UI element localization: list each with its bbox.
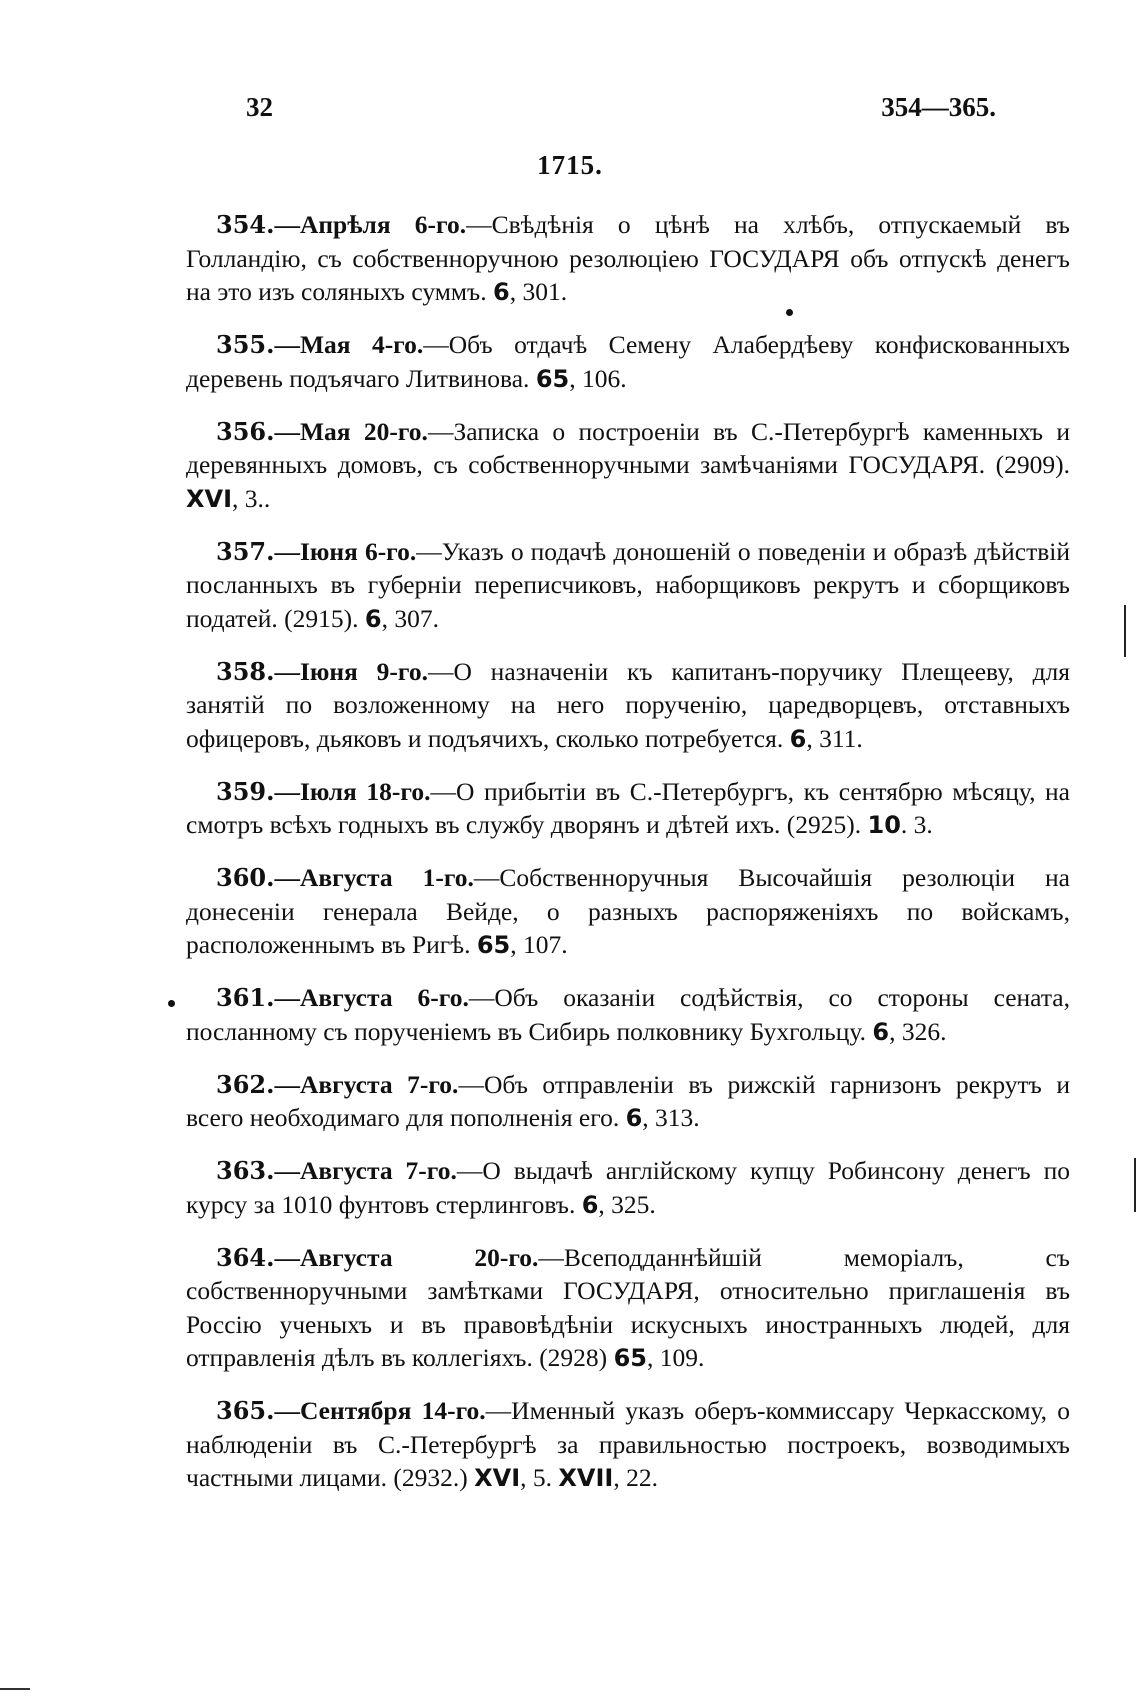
catalog-entry — [186, 1394, 1070, 1496]
entry-references — [607, 1343, 704, 1372]
page-number: 32 — [246, 92, 273, 122]
scan-edge-line — [0, 1688, 30, 1690]
entry-references — [861, 810, 933, 839]
entries-list — [186, 208, 1070, 1514]
catalog-entry — [186, 1241, 1070, 1376]
entry-number: 355. — [216, 330, 275, 359]
scan-dot — [786, 309, 793, 316]
entry-references — [470, 930, 567, 959]
volume-number: 10 — [867, 811, 901, 839]
entry-text: —Объ отправленіи въ рижскій гарнизонъ рекрутъ и всего необходимаго для пополненія его. — [186, 1069, 1070, 1132]
entry-number: 363. — [216, 1156, 275, 1185]
entry-text: —Именный указъ оберъ-коммиссару Черкасскому, о наблюденіи въ С.-Петербургѣ за правильностью построекъ, возводимыхъ частными лицами. (2932.) — [186, 1396, 1070, 1492]
catalog-entry — [186, 981, 1070, 1049]
page-reference: , 106. — [569, 363, 627, 393]
catalog-entry — [186, 655, 1070, 757]
entry-number: 358. — [216, 656, 275, 686]
page-reference: , 313. — [642, 1103, 700, 1132]
entry-number: 365. — [216, 1396, 275, 1425]
entry-references — [619, 1103, 699, 1132]
entry-text: —Записка о построеніи въ С.-Петербургѣ каменныхъ и деревянныхъ домовъ, съ собственноручными замѣчаніями ГОСУДАРЯ. (2909). — [186, 416, 1070, 479]
scan-margin-line — [1134, 1158, 1136, 1212]
catalog-entry — [186, 1068, 1070, 1136]
catalog-entry — [186, 535, 1070, 637]
volume-number: 6 — [492, 278, 510, 306]
catalog-entry — [186, 775, 1070, 843]
entry-references — [468, 1463, 658, 1492]
entry-number: 359. — [216, 776, 275, 806]
entry-text: —О назначеніи къ капитанъ-поручику Плещееву, для занятій по возложенному на него порученію, царедворцевъ, отставныхъ офицеровъ, дьяковъ и подъячихъ, сколько потребуется. — [186, 656, 1071, 753]
entry-text: —Собственноручныя Высочайшія резолюціи на донесеніи генерала Вейде, о разныхъ распоряженіяхъ по войскамъ, расположеннымъ въ Ригѣ. — [186, 863, 1070, 959]
entry-number: 364. — [216, 1242, 275, 1272]
volume-number: 6 — [872, 1017, 890, 1046]
entry-text: —О выдачѣ англійскому купцу Робинсону денегъ по курсу за 1010 фунтовъ стерлинговъ. — [186, 1156, 1070, 1219]
page-reference: , 326. — [889, 1016, 947, 1046]
entry-date: —Августа 20-го. — [274, 1242, 539, 1272]
page-reference: , 5. — [520, 1463, 553, 1492]
entry-number: 354. — [216, 210, 275, 239]
page-reference: , 109. — [646, 1343, 705, 1372]
page-reference: , 107. — [510, 930, 568, 959]
page-reference: , 325. — [598, 1189, 656, 1219]
entry-text: —Свѣдѣнія о цѣнѣ на хлѣбъ, отпускаемый въ Голландію, съ собственноручною резолюціею ГОСУДАРЯ объ отпускѣ денегъ на это изъ соляныхъ суммъ. — [186, 210, 1070, 306]
entry-date: —Іюля 18-го. — [274, 776, 431, 806]
entry-range: 354—365. — [881, 92, 996, 122]
entry-date: —Апрѣля 6-го. — [274, 210, 467, 239]
page-reference: . 3. — [900, 810, 933, 839]
page-reference: , 307. — [381, 603, 439, 633]
catalog-entry — [186, 208, 1070, 310]
entry-date: —Іюня 6-го. — [274, 536, 417, 566]
volume-number: 6 — [581, 1190, 599, 1219]
entry-date: —Іюня 9-го. — [274, 656, 428, 686]
volume-number: 65 — [613, 1344, 647, 1372]
entry-number: 362. — [216, 1069, 275, 1099]
volume-number: 6 — [789, 724, 807, 753]
volume-number: 6 — [625, 1104, 643, 1132]
catalog-entry — [186, 1154, 1070, 1222]
catalog-entry — [186, 328, 1070, 396]
catalog-entry — [186, 861, 1070, 963]
volume-number: XVII — [558, 1464, 614, 1492]
entry-date: —Августа 7-го. — [274, 1156, 457, 1185]
entry-references — [359, 604, 439, 633]
volume-number: XVI — [474, 1464, 521, 1492]
page-header — [246, 92, 996, 132]
entry-references — [783, 724, 863, 753]
entry-references — [186, 484, 270, 513]
entry-number: 357. — [216, 536, 275, 566]
entry-number: 361. — [216, 983, 275, 1012]
entry-text: —О прибытіи въ С.-Петербургъ, къ сентябрю мѣсяцу, на смотръ всѣхъ годныхъ въ службу дворянъ и дѣтей ихъ. (2925). — [186, 776, 1070, 839]
entry-references — [487, 277, 567, 306]
scan-margin-line — [1124, 605, 1126, 657]
volume-number: 65 — [535, 364, 570, 393]
entry-number: 360. — [216, 863, 275, 892]
volume-number: 65 — [476, 931, 511, 959]
scan-dot — [168, 1000, 175, 1007]
entry-text: —Объ отдачѣ Семену Алабердѣеву конфискованныхъ деревень подъячаго Литвинова. — [186, 330, 1070, 393]
page-reference: , 22. — [613, 1463, 658, 1492]
year-heading: 1715. — [537, 150, 603, 180]
page-reference: , 311. — [806, 723, 863, 753]
entry-date: —Сентября 14-го. — [274, 1396, 486, 1425]
entry-text: —Указъ о подачѣ доношеній о поведеніи и образѣ дѣйствій посланныхъ въ губерніи переписчиковъ, наборщиковъ рекрутъ и сборщиковъ податей. (2915). — [186, 536, 1070, 633]
entry-references — [529, 364, 626, 393]
entry-text: —Объ оказаніи содѣйствія, со стороны сената, посланному съ порученіемъ въ Сибирь полковнику Бухгольцу. — [186, 983, 1070, 1046]
entry-date: —Мая 20-го. — [274, 416, 428, 446]
catalog-entry — [186, 415, 1070, 517]
entry-text: —Всеподданнѣйшій меморіалъ, съ собственноручными замѣтками ГОСУДАРЯ, относительно приглашенія въ Россію ученыхъ и въ правовѣдѣніи искусныхъ иностранныхъ людей, для отправленія дѣлъ въ коллегіяхъ. (2928) — [186, 1242, 1070, 1372]
entry-date: —Мая 4-го. — [274, 330, 424, 359]
entry-date: —Августа 6-го. — [274, 983, 469, 1012]
entry-date: —Августа 1-го. — [274, 863, 474, 892]
volume-number: 6 — [364, 604, 382, 633]
page-reference: , 301. — [509, 277, 568, 306]
volume-number: XVI — [186, 484, 233, 513]
entry-date: —Августа 7-го. — [274, 1069, 459, 1099]
entry-number: 356. — [216, 416, 275, 446]
page-reference: , 3.. — [232, 483, 271, 513]
entry-references — [575, 1190, 655, 1219]
entry-references — [866, 1017, 946, 1046]
